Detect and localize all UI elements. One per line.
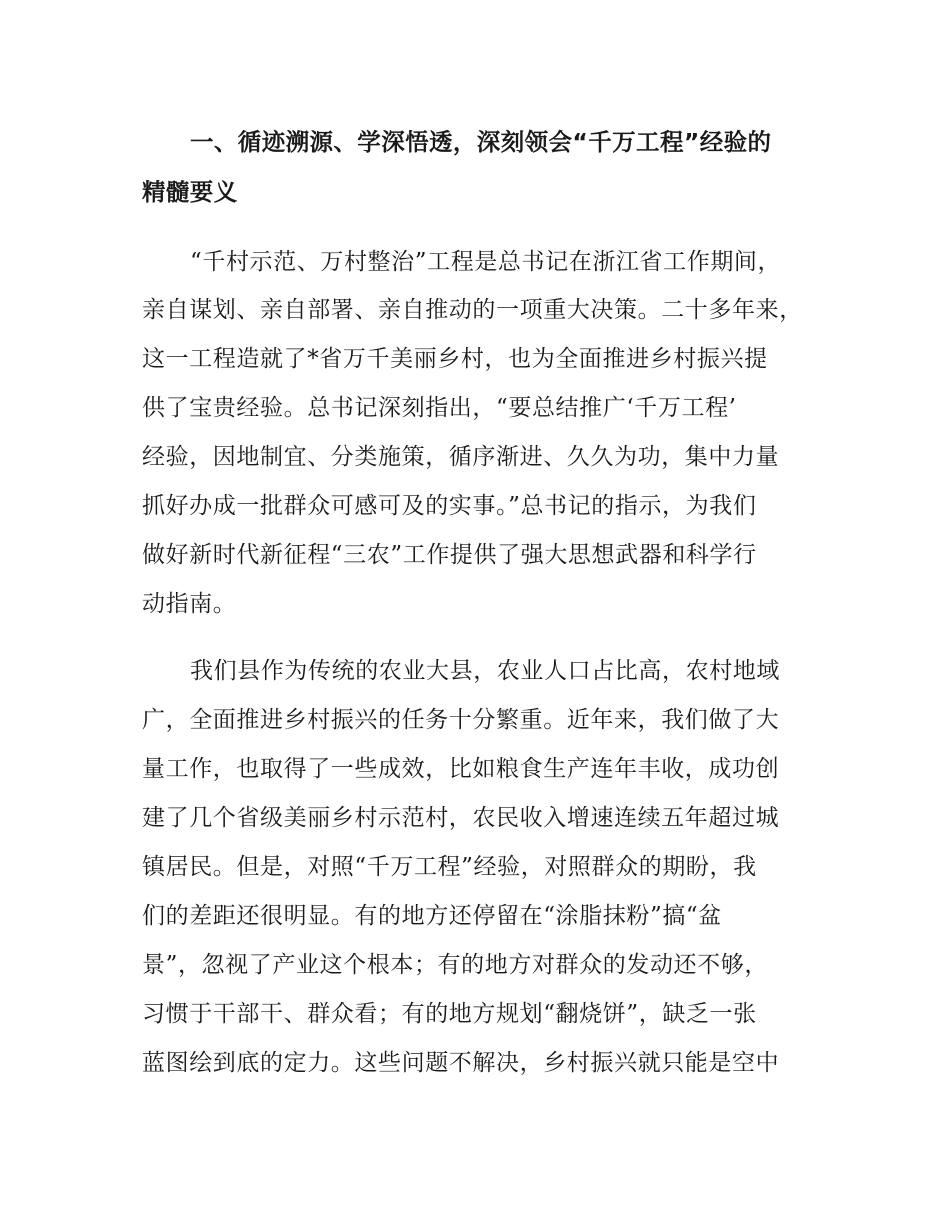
paragraph-1-line-1: “千村示范、万村整治”工程是总书记在浙江省工作期间， <box>190 249 782 275</box>
paragraph-2-line-8: 习惯于干部干、群众看；有的地方规划“翻烧饼”，缺乏一张 <box>142 1001 757 1027</box>
paragraph-2-line-2: 广，全面推进乡村振兴的任务十分繁重。近年来，我们做了大 <box>142 707 780 733</box>
paragraph-1-line-8: 动指南。 <box>142 591 237 617</box>
paragraph-1-line-2: 亲自谋划、亲自部署、亲自推动的一项重大决策。二十多年来， <box>142 297 803 323</box>
paragraph-1-line-3: 这一工程造就了*省万千美丽乡村，也为全面推进乡村振兴提 <box>142 346 768 372</box>
paragraph-2-line-5: 镇居民。但是，对照“千万工程”经验，对照群众的期盼，我 <box>142 854 757 880</box>
paragraph-2-line-9: 蓝图绘到底的定力。这些问题不解决，乡村振兴就只能是空中 <box>142 1050 780 1076</box>
paragraph-1-line-6: 抓好办成一批群众可感可及的实事。”总书记的指示，为我们 <box>142 493 757 519</box>
section-heading-line-2: 精髓要义 <box>142 178 238 206</box>
section-heading-line-1: 一、循迹溯源、学深悟透，深刻领会“千万工程”经验的 <box>190 128 772 156</box>
paragraph-1-line-4: 供了宝贵经验。总书记深刻指出，“要总结推广‘千万工程’ <box>142 395 737 421</box>
paragraph-2-line-1: 我们县作为传统的农业大县，农业人口占比高，农村地域 <box>190 658 780 684</box>
paragraph-1-line-7: 做好新时代新征程“三农”工作提供了强大思想武器和科学行 <box>142 542 757 568</box>
paragraph-2-line-7: 景”，忽视了产业这个根本；有的地方对群众的发动还不够， <box>142 952 768 978</box>
paragraph-2-line-6: 们的差距还很明显。有的地方还停留在“涂脂抹粉”搞“盆 <box>142 903 722 929</box>
paragraph-1-line-5: 经验，因地制宜、分类施策，循序渐进、久久为功，集中力量 <box>142 444 780 470</box>
paragraph-2-line-4: 建了几个省级美丽乡村示范村，农民收入增速连续五年超过城 <box>142 805 780 831</box>
paragraph-2-line-3: 量工作，也取得了一些成效，比如粮食生产连年丰收，成功创 <box>142 756 780 782</box>
